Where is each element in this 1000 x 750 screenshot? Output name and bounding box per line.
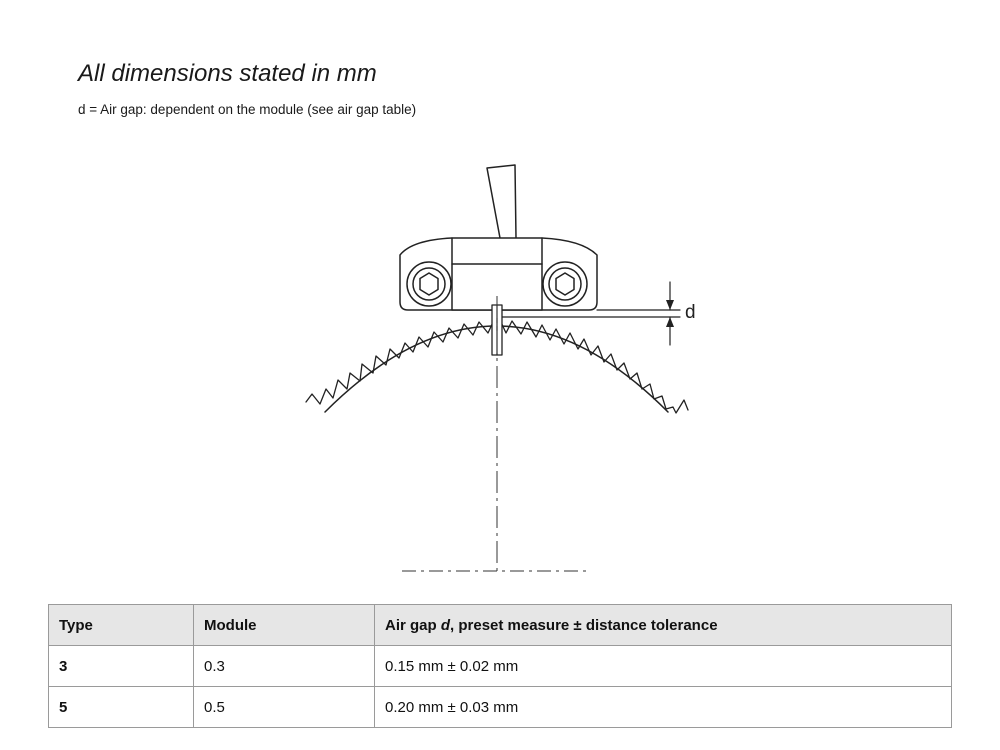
table-row — [49, 646, 952, 687]
col-type-header: Type — [49, 605, 194, 646]
right-screw — [543, 262, 587, 306]
cell-air-gap: 0.20 mm ± 0.03 mm — [375, 687, 952, 728]
table-header-row — [49, 605, 952, 646]
table-row — [49, 687, 952, 728]
air-gap-dimension-label: d — [685, 302, 696, 323]
col-module-header: Module — [194, 605, 375, 646]
left-screw — [407, 262, 451, 306]
cell-module: 0.5 — [194, 687, 375, 728]
cell-air-gap: 0.15 mm ± 0.02 mm — [375, 646, 952, 687]
cell-type: 5 — [49, 687, 194, 728]
page-heading: All dimensions stated in mm — [78, 60, 377, 87]
air-gap-table — [48, 604, 952, 728]
cell-type: 3 — [49, 646, 194, 687]
cell-module: 0.3 — [194, 646, 375, 687]
col-air-gap-header: Air gap d, preset measure ± distance tolerance — [375, 605, 952, 646]
air-gap-note: d = Air gap: dependent on the module (see air gap table) — [78, 102, 417, 117]
